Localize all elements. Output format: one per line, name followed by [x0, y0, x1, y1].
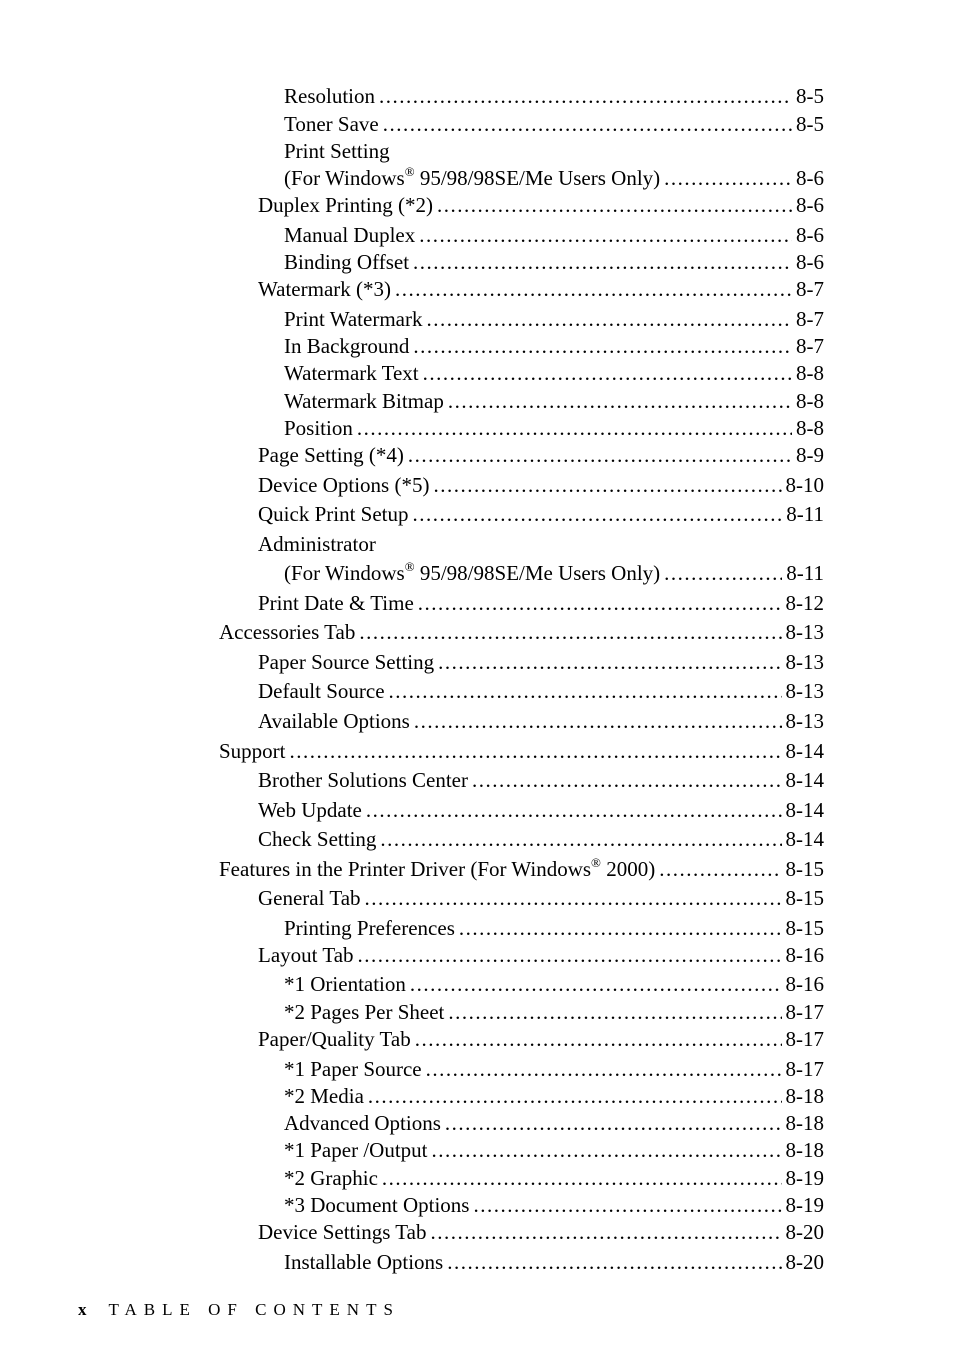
- dot-leader: [431, 1138, 781, 1162]
- dot-leader: [359, 620, 781, 644]
- toc-entry-title: In Background: [284, 334, 410, 358]
- toc-entry-title: Toner Save: [284, 112, 379, 136]
- toc-entry[interactable]: [284, 389, 824, 413]
- toc-entry-title: Manual Duplex: [284, 223, 416, 247]
- toc-entry[interactable]: [258, 886, 824, 910]
- toc-entry[interactable]: [258, 827, 824, 851]
- toc-entry[interactable]: [284, 1084, 824, 1108]
- toc-entry-page: 8-11: [786, 561, 824, 585]
- toc-entry[interactable]: [284, 307, 824, 331]
- dot-leader: [447, 1250, 781, 1274]
- toc-entry[interactable]: [258, 532, 824, 556]
- registered-mark: ®: [404, 164, 415, 179]
- dot-leader: [418, 591, 782, 615]
- toc-entry-title: *3 Document Options: [284, 1193, 470, 1217]
- dot-leader: [426, 307, 792, 331]
- toc-entry[interactable]: [284, 916, 824, 940]
- toc-entry[interactable]: [284, 1057, 824, 1081]
- dot-leader: [438, 650, 781, 674]
- toc-entry-page: 8-7: [796, 277, 824, 301]
- toc-entry-page: 8-15: [785, 886, 824, 910]
- toc-entry[interactable]: [258, 443, 824, 467]
- dot-leader: [389, 679, 782, 703]
- dot-leader: [445, 1111, 782, 1135]
- toc-entry[interactable]: [258, 768, 824, 792]
- dot-leader: [365, 886, 782, 910]
- dot-leader: [415, 1027, 782, 1051]
- toc-entry-page: 8-13: [785, 620, 824, 644]
- toc-entry-title: Device Options (*5): [258, 473, 430, 497]
- toc-entry-title: Layout Tab: [258, 943, 354, 967]
- toc-entry[interactable]: [258, 502, 824, 526]
- toc-entry[interactable]: [284, 1138, 824, 1162]
- toc-entry-page: 8-15: [785, 916, 824, 940]
- toc-entry-title: (For Windows® 95/98/98SE/Me Users Only): [284, 559, 661, 585]
- toc-entry-title: *2 Media: [284, 1084, 364, 1108]
- toc-entry[interactable]: [258, 193, 824, 217]
- toc-entry-title: Print Watermark: [284, 307, 423, 331]
- footer-label: TABLE OF CONTENTS: [108, 1300, 400, 1319]
- toc-entry[interactable]: [258, 798, 824, 822]
- dot-leader: [382, 1166, 782, 1190]
- toc-entry-page: 8-15: [785, 857, 824, 881]
- toc-entry[interactable]: [284, 1111, 824, 1135]
- toc-entry-title: Paper/Quality Tab: [258, 1027, 411, 1051]
- toc-entry[interactable]: [284, 1250, 824, 1274]
- toc-entry-title: Support: [219, 739, 286, 763]
- toc-entry[interactable]: [284, 84, 824, 108]
- toc-entry-page: 8-6: [796, 250, 824, 274]
- dot-leader: [430, 1220, 781, 1244]
- dot-leader: [659, 857, 781, 881]
- toc-entry[interactable]: [284, 166, 824, 190]
- toc-entry-title: Position: [284, 416, 353, 440]
- toc-entry-page: 8-12: [785, 591, 824, 615]
- dot-leader: [383, 112, 792, 136]
- toc-entry[interactable]: [284, 972, 824, 996]
- registered-mark: ®: [404, 559, 415, 574]
- toc-entry-title: *1 Paper /Output: [284, 1138, 428, 1162]
- toc-entry-page: 8-13: [785, 650, 824, 674]
- page-footer: [78, 1300, 400, 1320]
- toc-entry[interactable]: [284, 1166, 824, 1190]
- dot-leader: [408, 443, 792, 467]
- dot-leader: [459, 916, 782, 940]
- toc-entry[interactable]: [284, 223, 824, 247]
- toc-entry-title: Administrator: [258, 532, 376, 556]
- toc-entry[interactable]: [258, 1220, 824, 1244]
- toc-entry-title: Features in the Printer Driver (For Windows® 2000): [219, 855, 656, 881]
- dot-leader: [423, 361, 792, 385]
- toc-entry[interactable]: [219, 620, 824, 644]
- toc-entry[interactable]: [258, 650, 824, 674]
- dot-leader: [664, 561, 782, 585]
- toc-entry[interactable]: [284, 334, 824, 358]
- toc-entry-page: 8-7: [796, 334, 824, 358]
- dot-leader: [664, 166, 792, 190]
- toc-entry-page: 8-20: [785, 1220, 824, 1244]
- toc-entry-page: 8-19: [785, 1193, 824, 1217]
- toc-entry-title: Quick Print Setup: [258, 502, 409, 526]
- toc-entry-page: 8-8: [796, 416, 824, 440]
- toc-entry-page: 8-11: [786, 502, 824, 526]
- toc-entry[interactable]: [258, 943, 824, 967]
- toc-entry-title: General Tab: [258, 886, 361, 910]
- toc-entry-page: 8-6: [796, 193, 824, 217]
- toc-entry-page: 8-8: [796, 361, 824, 385]
- toc-entry-page: 8-13: [785, 709, 824, 733]
- toc-entry-page: 8-18: [785, 1111, 824, 1135]
- toc-entry-page: 8-14: [785, 827, 824, 851]
- toc-entry-page: 8-14: [785, 798, 824, 822]
- dot-leader: [433, 473, 781, 497]
- toc-entry[interactable]: [284, 1193, 824, 1217]
- toc-entry-title: Brother Solutions Center: [258, 768, 468, 792]
- toc-entry[interactable]: [258, 277, 824, 301]
- toc-entry-title: Watermark Bitmap: [284, 389, 444, 413]
- toc-entry-page: 8-7: [796, 307, 824, 331]
- toc-entry-title: Installable Options: [284, 1250, 444, 1274]
- toc-entry[interactable]: [258, 591, 824, 615]
- toc-entry-page: 8-18: [785, 1084, 824, 1108]
- toc-entry-page: 8-5: [796, 112, 824, 136]
- toc-entry-page: 8-17: [785, 1000, 824, 1024]
- toc-entry-title: Page Setting (*4): [258, 443, 404, 467]
- toc-entry[interactable]: [258, 679, 824, 703]
- toc-entry[interactable]: [284, 416, 824, 440]
- toc-entry[interactable]: [284, 1000, 824, 1024]
- toc-entry-page: 8-14: [785, 739, 824, 763]
- dot-leader: [395, 277, 792, 301]
- toc-entry-title: Duplex Printing (*2): [258, 193, 433, 217]
- toc-entry-title: Web Update: [258, 798, 362, 822]
- toc-entry-title: Printing Preferences: [284, 916, 455, 940]
- toc-entry-page: 8-18: [785, 1138, 824, 1162]
- dot-leader: [379, 84, 792, 108]
- toc-entry-page: 8-17: [785, 1057, 824, 1081]
- toc-entry-page: 8-20: [785, 1250, 824, 1274]
- page-number: x: [78, 1300, 87, 1319]
- toc-entry-title: Check Setting: [258, 827, 377, 851]
- toc-entry-title: *1 Orientation: [284, 972, 406, 996]
- toc-entry-title: Accessories Tab: [219, 620, 356, 644]
- dot-leader: [358, 943, 782, 967]
- toc-entry-title: Available Options: [258, 709, 410, 733]
- toc-entry-title: Default Source: [258, 679, 385, 703]
- toc-entry-page: 8-9: [796, 443, 824, 467]
- toc-entry-page: 8-17: [785, 1027, 824, 1051]
- toc-entry-page: 8-14: [785, 768, 824, 792]
- toc-entry-title: (For Windows® 95/98/98SE/Me Users Only): [284, 164, 661, 190]
- dot-leader: [366, 798, 782, 822]
- toc-entry-title: Print Date & Time: [258, 591, 414, 615]
- toc-entry[interactable]: [284, 139, 824, 163]
- toc-entry-title: Print Setting: [284, 139, 390, 163]
- dot-leader: [419, 223, 792, 247]
- toc-entry[interactable]: [219, 857, 824, 881]
- toc-entry-title: Resolution: [284, 84, 376, 108]
- toc-entry-title: Binding Offset: [284, 250, 410, 274]
- toc-entry-page: 8-19: [785, 1166, 824, 1190]
- dot-leader: [413, 334, 792, 358]
- dot-leader: [426, 1057, 782, 1081]
- toc-entry[interactable]: [258, 709, 824, 733]
- toc-entry[interactable]: [284, 361, 824, 385]
- toc-entry[interactable]: [284, 112, 824, 136]
- toc-entry[interactable]: [258, 1027, 824, 1051]
- toc-entry-title: Paper Source Setting: [258, 650, 435, 674]
- toc-entry[interactable]: [258, 473, 824, 497]
- registered-mark: ®: [591, 855, 601, 870]
- dot-leader: [368, 1084, 782, 1108]
- toc-entry-title: Device Settings Tab: [258, 1220, 427, 1244]
- dot-leader: [414, 709, 782, 733]
- toc-entry-page: 8-6: [796, 166, 824, 190]
- toc-entry-page: 8-16: [785, 972, 824, 996]
- dot-leader: [413, 502, 783, 526]
- dot-leader: [290, 739, 782, 763]
- toc-entry[interactable]: [284, 250, 824, 274]
- toc-entry[interactable]: [219, 739, 824, 763]
- toc-entry-title: *2 Pages Per Sheet: [284, 1000, 445, 1024]
- toc-entry[interactable]: [284, 561, 824, 585]
- toc-entry-page: 8-13: [785, 679, 824, 703]
- toc-entry-title: Watermark Text: [284, 361, 419, 385]
- dot-leader: [448, 389, 792, 413]
- toc-entry-title: *2 Graphic: [284, 1166, 378, 1190]
- dot-leader: [357, 416, 792, 440]
- toc-entry-page: 8-6: [796, 223, 824, 247]
- toc-entry-title: *1 Paper Source: [284, 1057, 422, 1081]
- dot-leader: [473, 1193, 781, 1217]
- toc-entry-page: 8-5: [796, 84, 824, 108]
- toc-entry-page: 8-10: [785, 473, 824, 497]
- toc-entry-page: 8-16: [785, 943, 824, 967]
- dot-leader: [380, 827, 781, 851]
- dot-leader: [472, 768, 782, 792]
- toc-entry-page: 8-8: [796, 389, 824, 413]
- dot-leader: [413, 250, 792, 274]
- dot-leader: [410, 972, 782, 996]
- toc-entry-title: Advanced Options: [284, 1111, 441, 1135]
- dot-leader: [437, 193, 792, 217]
- dot-leader: [448, 1000, 781, 1024]
- toc-entry-title: Watermark (*3): [258, 277, 391, 301]
